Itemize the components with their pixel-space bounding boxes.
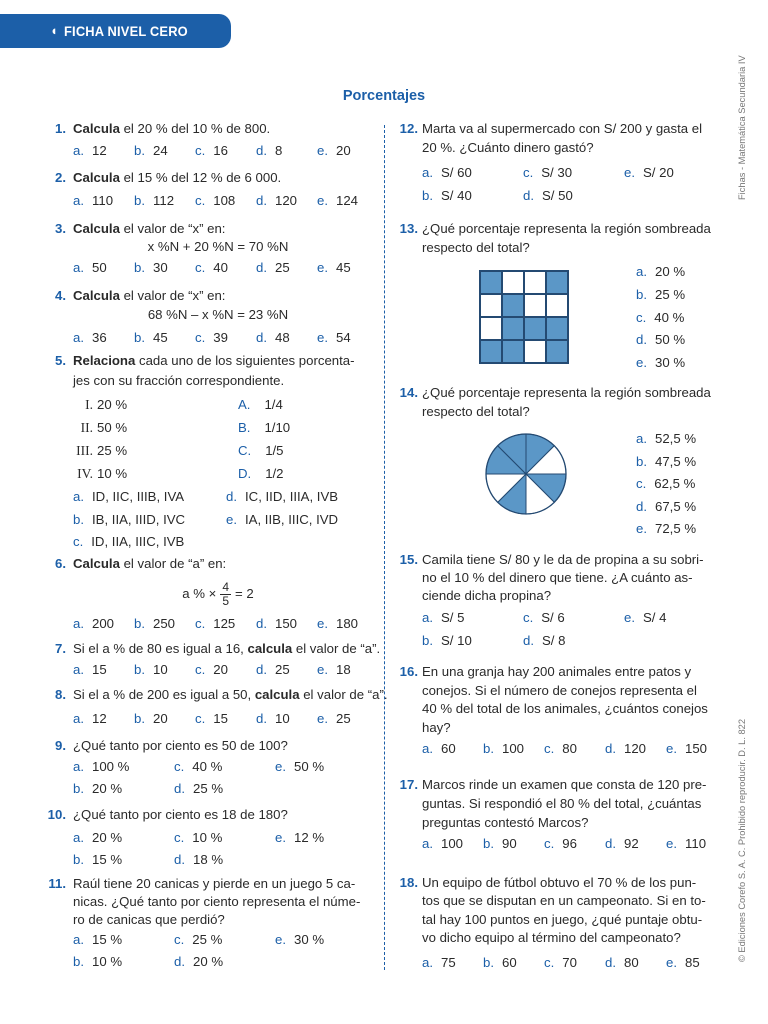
answer-option[interactable]: d. 8: [256, 143, 283, 158]
question-text: hay?: [422, 720, 451, 735]
question-number: 15.: [399, 552, 418, 567]
answer-option[interactable]: d. IC, IID, IIIA, IVB: [226, 489, 339, 504]
answer-option[interactable]: b. 25 %: [636, 287, 686, 302]
answer-option[interactable]: d. 48: [256, 330, 290, 345]
answer-option[interactable]: d. 10: [256, 711, 290, 726]
answer-option[interactable]: e. 180: [317, 616, 359, 631]
answer-option[interactable]: c. 10 %: [174, 830, 223, 845]
question-text: Camila tiene S/ 80 y le da de propina a su sobri-: [422, 552, 704, 567]
grid-cell-empty: [524, 271, 546, 294]
answer-option[interactable]: c. 25 %: [174, 932, 223, 947]
match-left-label: IV.: [77, 466, 93, 481]
header-label: FICHA NIVEL CERO: [64, 23, 188, 39]
shaded-grid-figure: [479, 270, 569, 364]
answer-option[interactable]: a. 100: [422, 836, 464, 851]
answer-option[interactable]: c. 125: [195, 616, 236, 631]
answer-option[interactable]: c. ID, IIA, IIIC, IVB: [73, 534, 185, 549]
grid-cell-shaded: [524, 317, 546, 340]
answer-option[interactable]: d. 25 %: [174, 781, 224, 796]
answer-option[interactable]: a. 200: [73, 616, 115, 631]
answer-option[interactable]: c. 80: [544, 741, 577, 756]
question-text: no el 10 % del dinero que tiene. ¿A cuánto as-: [422, 570, 693, 585]
answer-option[interactable]: e. 124: [317, 193, 359, 208]
answer-option[interactable]: e. S/ 4: [624, 610, 667, 625]
question-text: Un equipo de fútbol obtuvo el 70 % de los pun-: [422, 875, 697, 890]
answer-option[interactable]: a. 75: [422, 955, 456, 970]
answer-option[interactable]: c. 16: [195, 143, 228, 158]
question-number: 4.: [55, 288, 66, 303]
match-left-value: 20 %: [97, 397, 128, 412]
answer-option[interactable]: e. 150: [666, 741, 708, 756]
answer-option[interactable]: a. 12: [73, 143, 107, 158]
answer-option[interactable]: a. 12: [73, 711, 107, 726]
answer-option[interactable]: d. 92: [605, 836, 639, 851]
answer-option[interactable]: b. 20: [134, 711, 168, 726]
answer-option[interactable]: e. 20: [317, 143, 351, 158]
fraction: $\frac{4}{5}$: [222, 580, 230, 608]
answer-option[interactable]: d. S/ 8: [523, 633, 566, 648]
answer-option[interactable]: c. 20: [195, 662, 228, 677]
answer-option[interactable]: d. 25: [256, 260, 290, 275]
answer-option[interactable]: e. 85: [666, 955, 700, 970]
answer-option[interactable]: b. 20 %: [73, 781, 123, 796]
answer-option[interactable]: c. 40 %: [174, 759, 223, 774]
question-number: 3.: [55, 221, 66, 236]
answer-option[interactable]: b. 47,5 %: [636, 454, 697, 469]
question-text: ¿Qué porcentaje representa la región sombreada: [422, 221, 711, 236]
answer-option[interactable]: c. 108: [195, 193, 236, 208]
question-text: nicas. ¿Qué tanto por ciento representa el núme-: [73, 894, 361, 909]
answer-option[interactable]: b. 112: [134, 193, 175, 208]
answer-option[interactable]: d. 18 %: [174, 852, 224, 867]
question-text: tal hay 100 puntos en juego, ¿qué puntaje obtu-: [422, 912, 703, 927]
answer-option[interactable]: a. 15 %: [73, 932, 123, 947]
answer-option[interactable]: d. 25: [256, 662, 290, 677]
question-text: En una granja hay 200 animales entre patos y: [422, 664, 692, 679]
question-text: Calcula el valor de “a” en:: [73, 556, 227, 571]
answer-option[interactable]: c. 40: [195, 260, 228, 275]
question-text: Raúl tiene 20 canicas y pierde en un juego 5 ca-: [73, 876, 356, 891]
grid-cell-shaded: [546, 340, 568, 363]
answer-option[interactable]: d. 80: [605, 955, 639, 970]
answer-option[interactable]: c. S/ 6: [523, 610, 565, 625]
answer-option[interactable]: e. 110: [666, 836, 707, 851]
answer-option[interactable]: e. IA, IIB, IIIC, IVD: [226, 512, 339, 527]
question-number: 8.: [55, 687, 66, 702]
question-number: 17.: [399, 777, 418, 792]
match-right-item: C. 1/5: [238, 443, 284, 458]
match-right-item: D. 1/2: [238, 466, 284, 481]
grid-cell-shaded: [480, 340, 502, 363]
answer-option[interactable]: d. 67,5 %: [636, 499, 697, 514]
answer-option[interactable]: e. 50 %: [275, 759, 325, 774]
question-number: 13.: [399, 221, 418, 236]
grid-cell-empty: [546, 294, 568, 317]
answer-option[interactable]: a. ID, IIC, IIIB, IVA: [73, 489, 185, 504]
question-text: vo dicho equipo al término del campeonato?: [422, 930, 681, 945]
answer-option[interactable]: b. 90: [483, 836, 517, 851]
grid-cell-empty: [480, 294, 502, 317]
answer-option[interactable]: b. 30: [134, 260, 168, 275]
grid-cell-empty: [480, 317, 502, 340]
answer-option[interactable]: a. 110: [73, 193, 114, 208]
question-text: Si el a % de 80 es igual a 16, calcula el valor de “a”.: [73, 641, 381, 656]
side-note-top: Fichas - Matemática Secundaria IV: [737, 55, 747, 200]
question-text: ¿Qué tanto por ciento es 18 de 180?: [73, 807, 288, 822]
answer-option[interactable]: a. 20 %: [73, 830, 123, 845]
match-left-label: III.: [76, 443, 93, 458]
answer-option[interactable]: b. 45: [134, 330, 168, 345]
header-banner: [0, 14, 231, 48]
question-number: 2.: [55, 170, 66, 185]
answer-option[interactable]: b. S/ 10: [422, 633, 472, 648]
answer-option[interactable]: c. S/ 30: [523, 165, 573, 180]
answer-option[interactable]: e. 12 %: [275, 830, 325, 845]
question-text: Relaciona cada uno de los siguientes porcenta-: [73, 353, 355, 368]
match-right-item: A. 1/4: [238, 397, 283, 412]
grid-cell-shaded: [546, 271, 568, 294]
equation: x %N + 20 %N = 70 %N: [147, 239, 289, 254]
answer-option[interactable]: e. 30 %: [275, 932, 325, 947]
question-text: ¿Qué porcentaje representa la región sombreada: [422, 385, 711, 400]
question-text: jes con su fracción correspondiente.: [73, 373, 285, 388]
answer-option[interactable]: b. 100: [483, 741, 525, 756]
grid-cell-shaded: [546, 317, 568, 340]
question-number: 1.: [55, 121, 66, 136]
answer-option[interactable]: c. 15: [195, 711, 228, 726]
question-text: Calcula el valor de “x” en:: [73, 288, 226, 303]
match-left-label: II.: [80, 420, 93, 435]
page-title: Porcentajes: [342, 88, 426, 104]
question-text: respecto del total?: [422, 404, 530, 419]
question-number: 11.: [48, 876, 66, 891]
question-number: 7.: [55, 641, 66, 656]
answer-option[interactable]: a. 36: [73, 330, 107, 345]
question-number: 12.: [399, 121, 418, 136]
question-text: preguntas contestó Marcos?: [422, 815, 589, 830]
question-text: Marcos rinde un examen que consta de 120 pre-: [422, 777, 707, 792]
grid-cell-shaded: [502, 294, 524, 317]
answer-option[interactable]: b. 15 %: [73, 852, 123, 867]
answer-option[interactable]: d. 20 %: [174, 954, 224, 969]
answer-option[interactable]: c. 62,5 %: [636, 476, 696, 491]
answer-option[interactable]: b. 250: [134, 616, 176, 631]
answer-option[interactable]: b. IB, IIA, IIID, IVC: [73, 512, 186, 527]
shaded-circle-figure: [484, 432, 568, 516]
answer-option[interactable]: d. 150: [256, 616, 298, 631]
match-left-label: I.: [85, 397, 93, 412]
equation: 68 %N – x %N = 23 %N: [147, 307, 289, 322]
question-text: Calcula el valor de “x” en:: [73, 221, 226, 236]
question-number: 14.: [399, 385, 418, 400]
question-text: Si el a % de 200 es igual a 50, calcula el valor de “a”.: [73, 687, 388, 702]
answer-option[interactable]: a. 50: [73, 260, 107, 275]
question-text: ¿Qué tanto por ciento es 50 de 100?: [73, 738, 288, 753]
question-text: ciende dicha propina?: [422, 588, 552, 603]
question-text: conejos. Si el número de conejos representa el: [422, 683, 697, 698]
question-text: Calcula el 20 % del 10 % de 800.: [73, 121, 271, 136]
answer-option[interactable]: e. 45: [317, 260, 351, 275]
answer-option[interactable]: e. 25: [317, 711, 351, 726]
answer-option[interactable]: e. 18: [317, 662, 351, 677]
answer-option[interactable]: d. 50 %: [636, 332, 686, 347]
question-text: 20 %. ¿Cuánto dinero gastó?: [422, 140, 594, 155]
match-left-value: 10 %: [97, 466, 128, 481]
question-number: 18.: [399, 875, 418, 890]
question-text: Marta va al supermercado con S/ 200 y gasta el: [422, 121, 703, 136]
answer-option[interactable]: d. S/ 50: [523, 188, 573, 203]
question-number: 16.: [399, 664, 418, 679]
match-left-value: 50 %: [97, 420, 128, 435]
header-tab-icon: ◖: [50, 23, 58, 38]
answer-option[interactable]: e. S/ 20: [624, 165, 674, 180]
answer-option[interactable]: b. S/ 40: [422, 188, 472, 203]
answer-option[interactable]: b. 10: [134, 662, 168, 677]
question-number: 6.: [55, 556, 66, 571]
question-number: 10.: [47, 807, 66, 822]
answer-option[interactable]: e. 54: [317, 330, 351, 345]
equation: a % × $\frac{4}{5}$ = 2: [182, 580, 254, 608]
grid-cell-shaded: [502, 317, 524, 340]
side-note-bottom: © Ediciones Corefo S. A. C. Prohibido reproducir. D. L. 822: [737, 718, 747, 962]
answer-option[interactable]: b. 10 %: [73, 954, 123, 969]
question-number: 9.: [55, 738, 66, 753]
answer-option[interactable]: b. 24: [134, 143, 168, 158]
question-number: 5.: [55, 353, 66, 368]
grid-cell-empty: [524, 340, 546, 363]
answer-option[interactable]: a. 60: [422, 741, 456, 756]
question-text: guntas. Si respondió el 80 % del total, ¿cuántas: [422, 796, 702, 811]
answer-option[interactable]: b. 60: [483, 955, 517, 970]
answer-option[interactable]: a. 20 %: [636, 264, 686, 279]
column-divider: [384, 125, 385, 970]
question-text: Calcula el 15 % del 12 % de 6 000.: [73, 170, 282, 185]
answer-option[interactable]: c. 39: [195, 330, 228, 345]
grid-cell-empty: [502, 271, 524, 294]
match-right-item: B. 1/10: [238, 420, 291, 435]
answer-option[interactable]: e. 30 %: [636, 355, 686, 370]
answer-option[interactable]: c. 70: [544, 955, 577, 970]
question-text: 40 % del total de los animales, ¿cuántos conejos: [422, 701, 708, 716]
answer-option[interactable]: a. 52,5 %: [636, 431, 697, 446]
answer-option[interactable]: c. 96: [544, 836, 577, 851]
answer-option[interactable]: d. 120: [256, 193, 298, 208]
answer-option[interactable]: d. 120: [605, 741, 647, 756]
grid-cell-shaded: [502, 340, 524, 363]
grid-cell-shaded: [480, 271, 502, 294]
answer-option[interactable]: a. 15: [73, 662, 107, 677]
grid-cell-empty: [524, 294, 546, 317]
match-left-value: 25 %: [97, 443, 128, 458]
answer-option[interactable]: a. 100 %: [73, 759, 130, 774]
answer-option[interactable]: c. 40 %: [636, 310, 685, 325]
answer-option[interactable]: a. S/ 5: [422, 610, 465, 625]
answer-option[interactable]: a. S/ 60: [422, 165, 472, 180]
answer-option[interactable]: e. 72,5 %: [636, 521, 697, 536]
question-text: ro de canicas que perdió?: [73, 912, 225, 927]
question-text: tos que se disputan en un campeonato. Si en to-: [422, 893, 706, 908]
question-text: respecto del total?: [422, 240, 530, 255]
